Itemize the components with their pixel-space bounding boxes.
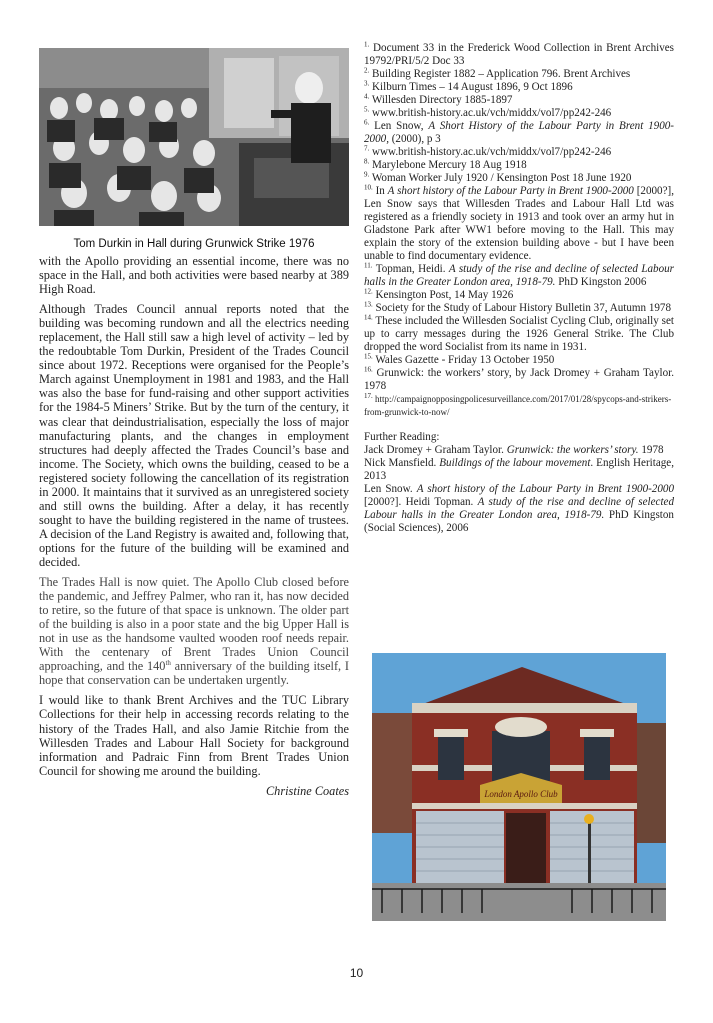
paragraph-1: with the Apollo providing an essential income, there was no space in the Hall, and both activities were based nearby at 389 High Road. — [39, 254, 349, 297]
endnote-6: $^{6.}$ Len Snow, A Short History of the Labour Party in Brent 1900-2000, (2000), p 3 — [364, 118, 675, 145]
endnotes-column — [364, 42, 674, 535]
paragraph-4: I would like to thank Brent Archives and the TUC Library Collections for their help in accessing records relating to the history of the Trades Hall, and also Jamie Ritchie from the Willesden Trades and Labour Hall Society for background information and Padraic Finn from Brent Trades Union Council for showing me around the building. — [39, 693, 349, 778]
endnote-12: $^{12.}$ Kensington Post, 14 May 1926 — [364, 287, 514, 301]
hall-meeting-image — [39, 48, 349, 226]
paragraph-3: The Trades Hall is now quiet. The Apollo Club closed before the pandemic, and Jeffrey Palmer, who ran it, has now decided to retire, so the future of that space is unknown. The older part of the building is also in a poor state and the big Upper Hall is not in use as the handsome vaulted wooden roof needs repair. With the centenary of Brent Trades Union Council approaching, and the 140th anniversary of the building itself, I hope that conservation can be undertaken urgently. — [39, 575, 349, 688]
apollo-club-photo — [372, 653, 666, 921]
endnote-4: $^{4.}$ Willesden Directory 1885-1897 — [364, 92, 513, 106]
reading-item-3: Len Snow. A short history of the Labour Party in Brent 1900-2000 [2000?]. Heidi Topman. A study of the rise and decline of selected Labour halls in the Greater London area, 1918-79. PhD Kingston (Social Sciences), 2006 — [364, 483, 674, 534]
endnote-13: $^{13.}$ Society for the Study of Labour History Bulletin 37, Autumn 1978 — [364, 300, 672, 314]
endnote-7: $^{7.}$ www.british-history.ac.uk/vch/middx/vol7/pp242-246 — [364, 144, 612, 158]
endnote-8: $^{8.}$ Marylebone Mercury 18 Aug 1918 — [364, 157, 527, 171]
endnote-10: $^{10.}$ In A short history of the Labour Party in Brent 1900-2000 [2000?], Len Snow says that Willesden Trades and Labour Hall Ltd was registered as a friendly society in 1913 and took over an army hut in Gladstone Park after WW1 before moving to the Hall. This may explain the story of the extension building above - but I have been unable to find documentary evidence. — [364, 183, 674, 262]
reading-item-2: Nick Mansfield. Buildings of the labour movement. English Heritage, 2013 — [364, 457, 674, 482]
left-column — [39, 48, 349, 799]
endnote-3: $^{3.}$ Kilburn Times – 14 August 1896, 9 Oct 1896 — [364, 79, 573, 93]
paragraph-2: Although Trades Council annual reports noted that the building was becoming rundown and all the electrics needing replacement, the Hall still saw a high level of activity – led by the redoubtable Tom Durkin, President of the Trades Council since about 1972. Receptions were organised for the People’s March against Unemployment in 1981 and 1983, and the Hall was also the base for fund-raising and other support activities for the 1984-5 Miners’ Strike. But by the turn of the century, it was clear that deindustrialisation, especially the loss of major manufacturing plants, and the changes in employment structures had deeply affected the Trades Council’s base and income. The Society, which owns the building, ceased to be a registered society following the cancellation of its registration in 2000. It maintains that it survived as an unregistered society and still owns the building. After a delay, it has recently sought to have the building registered in the name of trustees. A decision of the Land Registry is awaited and, following that, options for the future of the building will be examined and decided. — [39, 302, 349, 569]
author-signature: Christine Coates — [265, 783, 349, 798]
photo-caption: Tom Durkin in Hall during Grunwick Strike 1976 — [73, 238, 315, 250]
endnote-14: $^{14.}$ These included the Willesden Socialist Cycling Club, originally set up to carry messages during the 1926 General Strike. The Club dropped the word Socialist from its name in 1931. — [364, 313, 674, 353]
reading-item-1: Jack Dromey + Graham Taylor. Grunwick: the workers’ story. 1978 — [364, 444, 664, 456]
grunwick-strike-photo — [39, 48, 349, 226]
endnote-11: $^{11.}$ Topman, Heidi. A study of the rise and decline of selected Labour halls in the Greater London area, 1918-79. PhD Kingston 2006 — [364, 261, 674, 288]
page-number: 10 — [349, 966, 364, 980]
endnote-5: $^{5.}$ www.british-history.ac.uk/vch/middx/vol7/pp242-246 — [364, 105, 612, 119]
further-reading — [364, 431, 674, 535]
trades-hall-building-image — [372, 653, 666, 921]
endnote-15: $^{15.}$ Wales Gazette - Friday 13 October 1950 — [364, 352, 555, 366]
endnote-1: $^{1.}$ Document 33 in the Frederick Wood Collection in Brent Archives 19792/PRI/5/2 Doc 33 — [364, 40, 674, 67]
club-sign-text: London Apollo Club — [484, 789, 558, 799]
endnote-2: $^{2.}$ Building Register 1882 – Application 796. Brent Archives — [364, 66, 631, 80]
endnote-17-link[interactable]: http://campaignopposingpolicesurveillance.com/2017/01/28/spycops-and-strikers-from-grunwick-to-now/ — [364, 394, 672, 417]
endnote-16: $^{16.}$ Grunwick: the workers’ story, by Jack Dromey + Graham Taylor. 1978 — [364, 365, 674, 392]
endnote-17: $^{17.}$ http://campaignopposingpolicesurveillance.com/2017/01/28/spycops-and-strikers-from-grunwick-to-now/ — [364, 392, 672, 417]
endnote-9: $^{9.}$ Woman Worker July 1920 / Kensington Post 18 June 1920 — [364, 170, 632, 184]
further-reading-heading: Further Reading: — [364, 431, 440, 443]
